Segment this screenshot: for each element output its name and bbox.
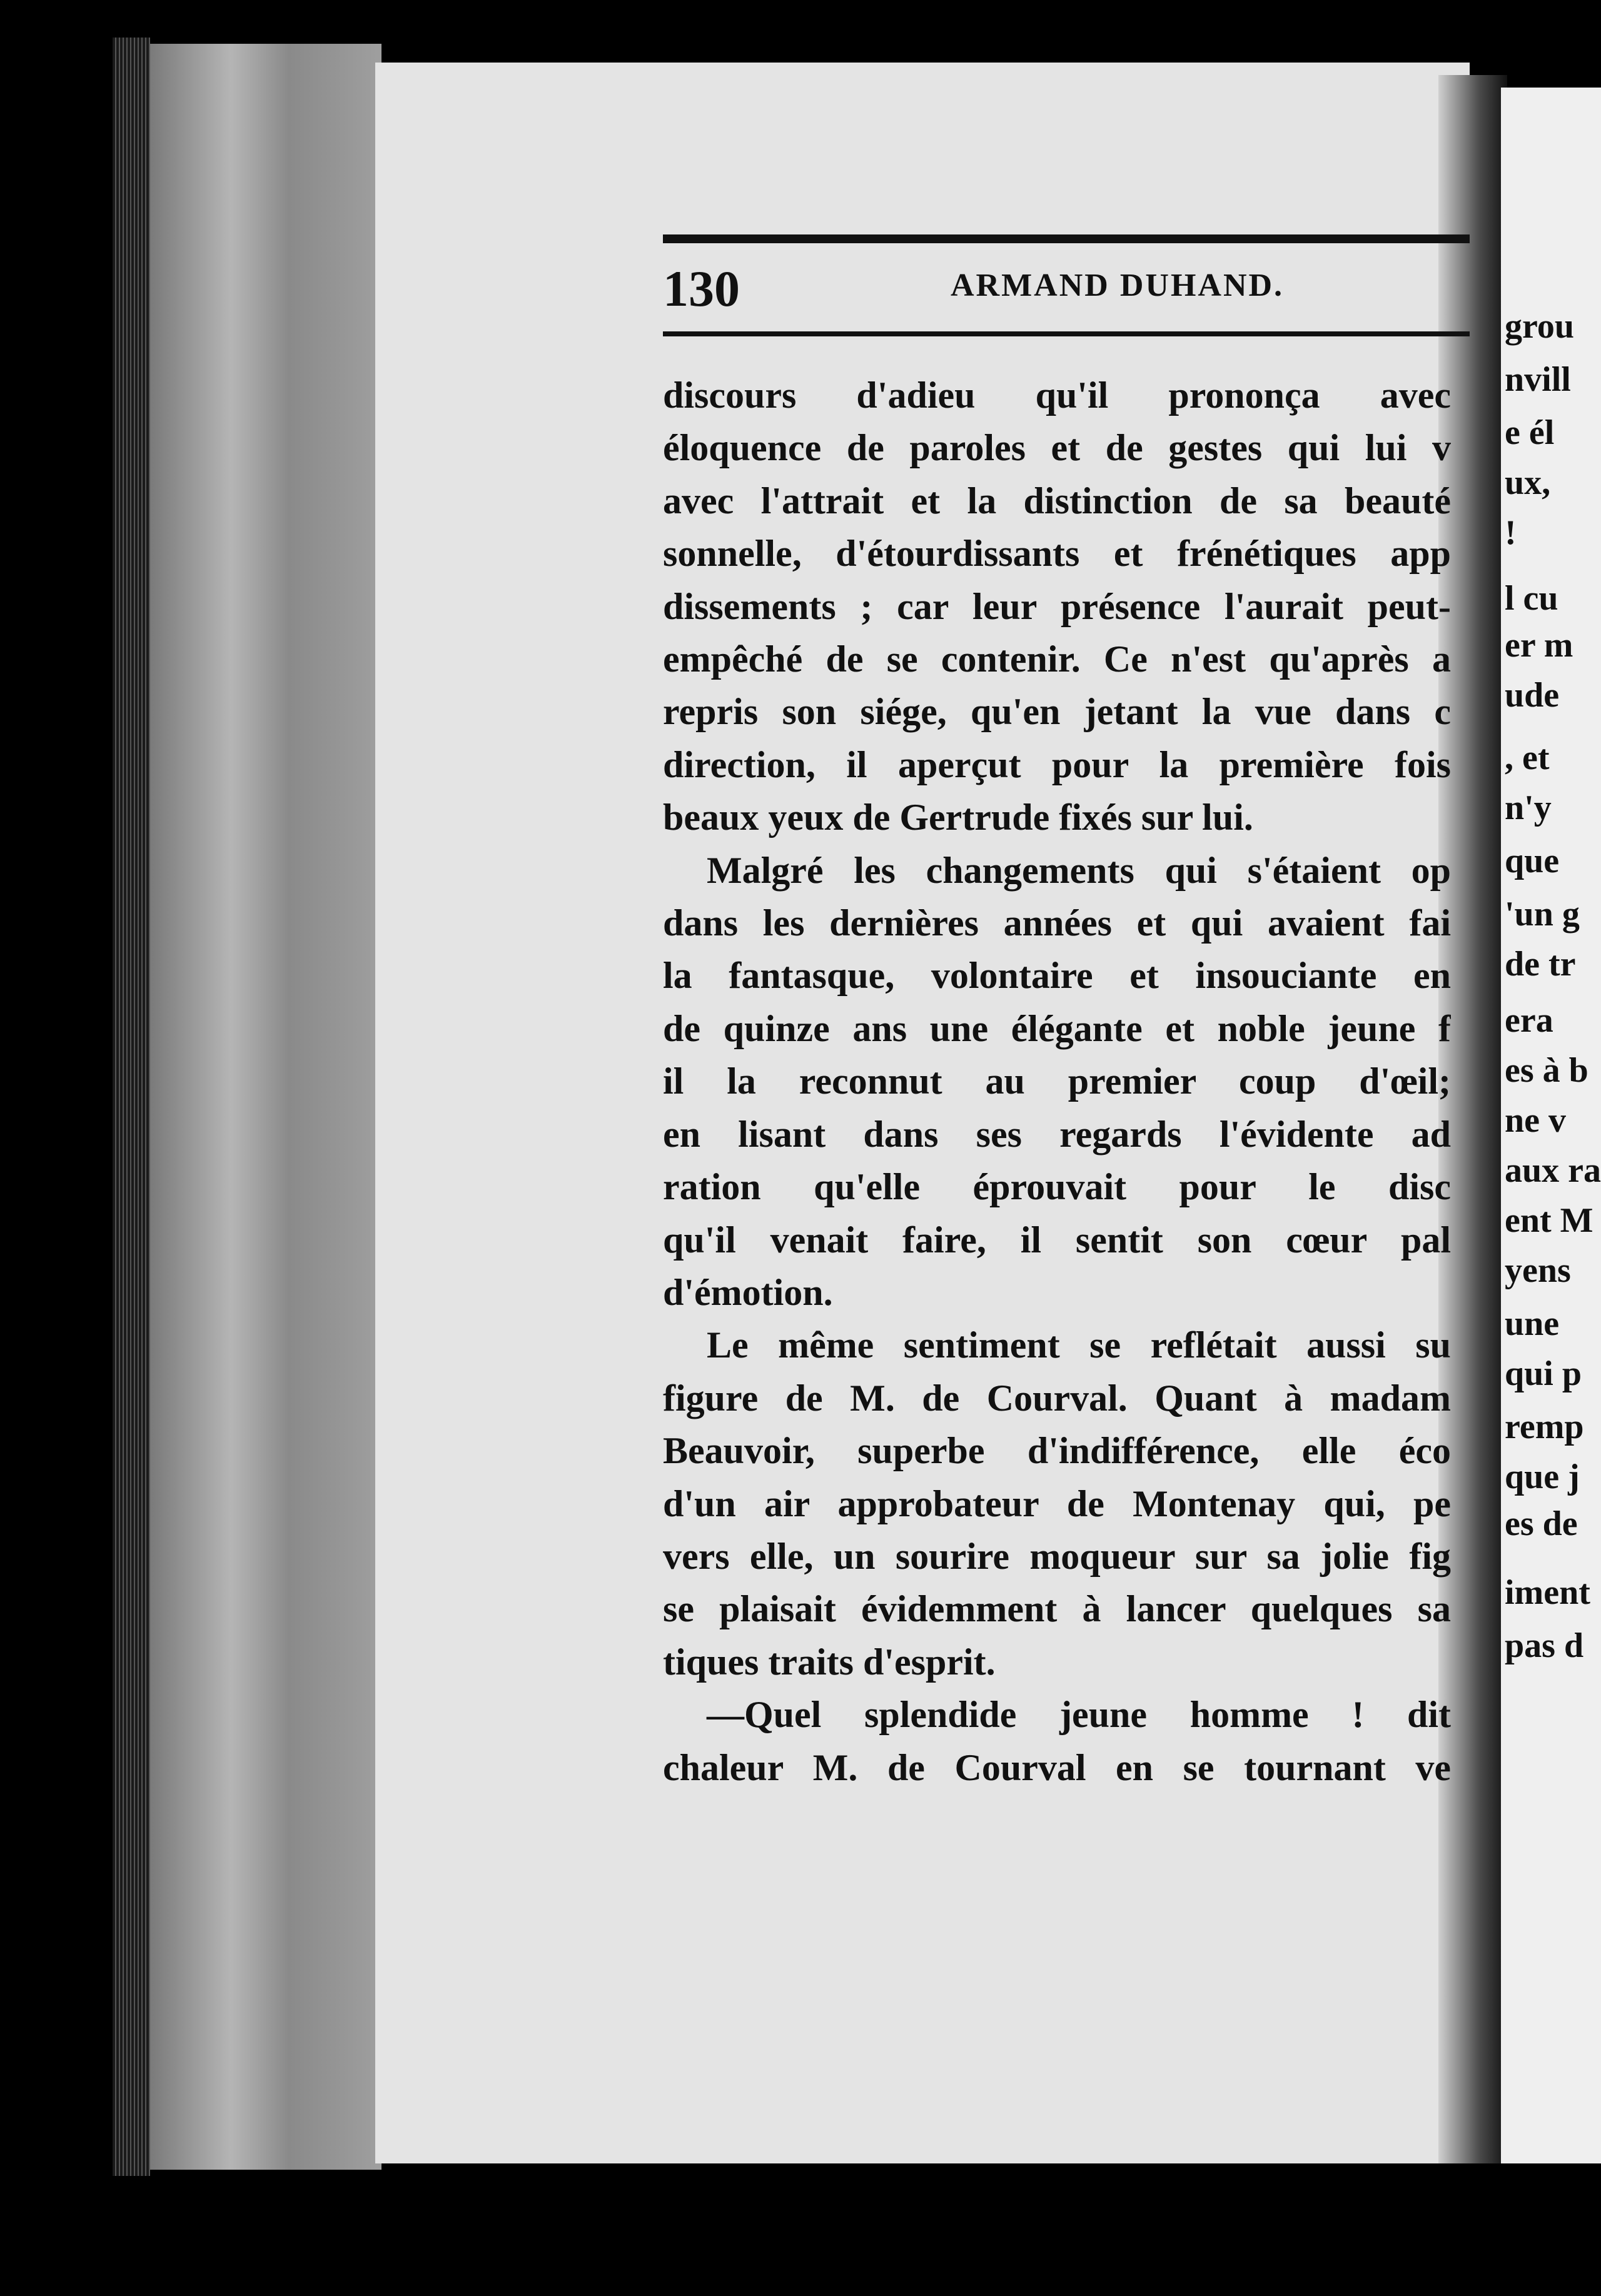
right-page-line: n'y bbox=[1505, 788, 1552, 827]
right-page-line: qui p bbox=[1505, 1354, 1582, 1393]
text-line: en lisant dans ses regards l'évidente ad bbox=[663, 1113, 1451, 1155]
text-line: qu'il venait faire, il sentit son cœur pal bbox=[663, 1219, 1451, 1261]
page-number: 130 bbox=[663, 260, 740, 317]
text-line: il la reconnut au premier coup d'œil; bbox=[663, 1060, 1451, 1102]
right-page-line: de tr bbox=[1505, 945, 1576, 984]
text-line: empêché de se contenir. Ce n'est qu'après a bbox=[663, 638, 1451, 680]
text-line: la fantasque, volontaire et insouciante en bbox=[663, 955, 1451, 997]
text-line: dissements ; car leur présence l'aurait peut- bbox=[663, 585, 1451, 627]
text-line: de quinze ans une élégante et noble jeune f bbox=[663, 1007, 1451, 1049]
text-line: Beauvoir, superbe d'indifférence, elle éco bbox=[663, 1430, 1451, 1472]
right-page-line: er m bbox=[1505, 626, 1573, 665]
text-line: —Quel splendide jeune homme ! dit bbox=[707, 1694, 1451, 1736]
text-line: discours d'adieu qu'il prononça avec bbox=[663, 375, 1451, 416]
text-line: beaux yeux de Gertrude fixés sur lui. bbox=[663, 797, 1253, 838]
text-line: d'émotion. bbox=[663, 1271, 833, 1313]
right-page-line: ent M bbox=[1505, 1201, 1593, 1240]
text-line: chaleur M. de Courval en se tournant ve bbox=[663, 1746, 1451, 1788]
right-page-fragment bbox=[1501, 88, 1601, 2163]
right-page-line: que j bbox=[1505, 1458, 1580, 1496]
text-line: Le même sentiment se reflétait aussi su bbox=[707, 1324, 1451, 1366]
right-page-line: 'un g bbox=[1505, 895, 1580, 934]
page-fore-edge bbox=[150, 44, 381, 2170]
text-line: dans les dernières années et qui avaient fai bbox=[663, 902, 1451, 944]
text-line: vers elle, un sourire moqueur sur sa jolie fig bbox=[663, 1535, 1451, 1577]
right-page-line: grou bbox=[1505, 307, 1574, 346]
right-page-line: e él bbox=[1505, 413, 1555, 452]
text-line: repris son siége, qu'en jetant la vue dans c bbox=[663, 691, 1451, 733]
right-page-line: ude bbox=[1505, 676, 1560, 715]
page-header bbox=[663, 234, 1470, 347]
running-title: ARMAND DUHAND. bbox=[951, 268, 1285, 303]
right-page-line: nvill bbox=[1505, 360, 1571, 399]
text-line: Malgré les changements qui s'étaient op bbox=[707, 849, 1451, 891]
right-page-line: , et bbox=[1505, 738, 1550, 777]
text-line: d'un air approbateur de Montenay qui, pe bbox=[663, 1483, 1451, 1524]
right-page-line: pas d bbox=[1505, 1626, 1584, 1665]
right-page-line: es de bbox=[1505, 1504, 1578, 1543]
right-page-line: iment bbox=[1505, 1573, 1590, 1612]
text-line: éloquence de paroles et de gestes qui lui v bbox=[663, 427, 1451, 469]
right-page-line: yens bbox=[1505, 1251, 1571, 1290]
text-line: direction, il aperçut pour la première fois bbox=[663, 743, 1451, 785]
header-top-rule bbox=[663, 234, 1470, 243]
header-bottom-rule bbox=[663, 331, 1470, 336]
body-text bbox=[663, 369, 1451, 1794]
right-page-line: que bbox=[1505, 842, 1560, 880]
text-line: ration qu'elle éprouvait pour le disc bbox=[663, 1166, 1451, 1208]
text-line: sonnelle, d'étourdissants et frénétiques app bbox=[663, 533, 1451, 575]
right-page-line: aux ra bbox=[1505, 1151, 1601, 1190]
right-page-line: ! bbox=[1505, 513, 1517, 552]
right-page-line: ux, bbox=[1505, 463, 1551, 502]
text-line: figure de M. de Courval. Quant à madam bbox=[663, 1377, 1451, 1419]
right-page-line: ne v bbox=[1505, 1101, 1566, 1140]
text-line: tiques traits d'esprit. bbox=[663, 1641, 996, 1683]
text-line: avec l'attrait et la distinction de sa beauté bbox=[663, 480, 1451, 521]
text-line: se plaisait évidemment à lancer quelques sa bbox=[663, 1588, 1451, 1630]
page-edge-stack bbox=[113, 38, 150, 2176]
right-page-line: remp bbox=[1505, 1407, 1584, 1446]
right-page-line: une bbox=[1505, 1304, 1560, 1343]
right-page-line: es à b bbox=[1505, 1051, 1588, 1090]
right-page-line: l cu bbox=[1505, 579, 1558, 618]
right-page-line: era bbox=[1505, 1001, 1553, 1040]
